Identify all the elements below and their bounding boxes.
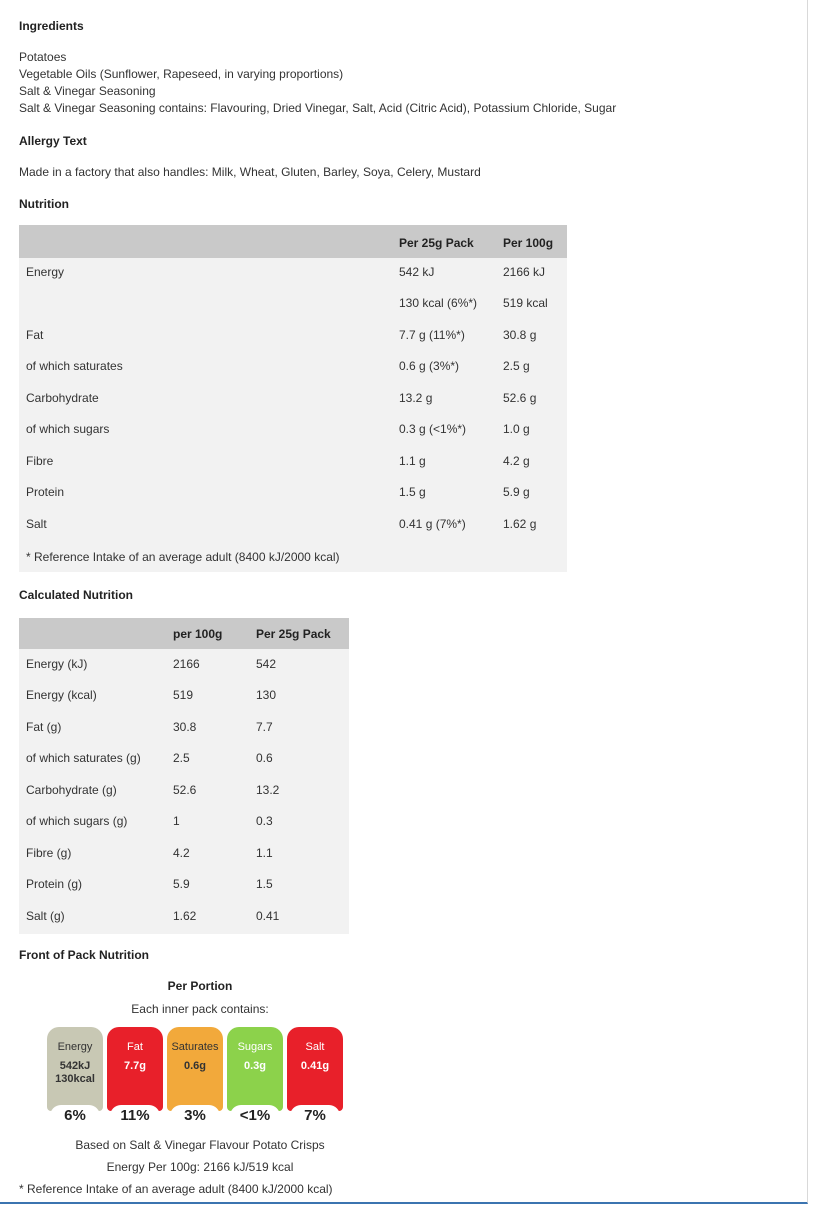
per-pack-value: 0.3 xyxy=(256,814,273,828)
table-row xyxy=(19,869,349,900)
nutrient-label: Fibre xyxy=(26,454,54,468)
nutrient-name: Saturates xyxy=(171,1041,219,1053)
nutrient-label: of which sugars (g) xyxy=(26,814,128,828)
per-100g-value: 1 xyxy=(173,814,180,828)
nutrition-table xyxy=(19,225,567,572)
table-row xyxy=(19,447,567,478)
traffic-light-energy xyxy=(47,1027,103,1130)
per-100g-value: 1.62 g xyxy=(503,517,537,531)
table-row xyxy=(19,289,567,320)
reference-intake-percent: 7% xyxy=(290,1105,340,1127)
nutrient-name: Sugars xyxy=(237,1041,273,1053)
table-row xyxy=(19,901,349,932)
per-pack-value: 0.41 xyxy=(256,909,280,923)
nutrition-heading: Nutrition xyxy=(19,197,69,211)
per-100g-value: 2166 kJ xyxy=(503,265,546,279)
reference-intake-footnote: * Reference Intake of an average adult (8400 kJ/2000 kcal) xyxy=(26,550,340,564)
traffic-light-swatch xyxy=(287,1027,343,1111)
nutrient-amount: 7.7g xyxy=(123,1060,146,1072)
nutrient-label: Energy (kJ) xyxy=(26,657,88,671)
column-header: per 100g xyxy=(173,627,223,641)
table-row xyxy=(19,321,567,352)
per-pack-value: 0.6 g (3%*) xyxy=(399,359,460,373)
allergy-text: Made in a factory that also handles: Milk, Wheat, Gluten, Barley, Soya, Celery, Mustard xyxy=(19,165,481,179)
nutrient-amount: 0.41g xyxy=(300,1060,330,1072)
per-portion-title: Per Portion xyxy=(167,979,233,993)
reference-intake-percent: 3% xyxy=(170,1105,220,1127)
nutrient-label: of which saturates xyxy=(26,359,123,373)
per-pack-value: 1.1 xyxy=(256,846,273,860)
per-100g-value: 519 xyxy=(173,688,194,702)
ingredient-line: Salt & Vinegar Seasoning xyxy=(19,84,156,98)
nutrient-label: Salt xyxy=(26,517,47,531)
per-pack-value: 542 kJ xyxy=(399,265,435,279)
column-header: Per 25g Pack xyxy=(399,236,474,250)
table-row xyxy=(19,743,349,774)
reference-intake-percent: 6% xyxy=(50,1105,100,1127)
table-row xyxy=(19,352,567,383)
per-100g-value: 5.9 xyxy=(173,877,190,891)
nutrient-label: of which saturates (g) xyxy=(26,751,141,765)
nutrient-amount: 0.3g xyxy=(243,1060,266,1072)
per-pack-value: 7.7 xyxy=(256,720,273,734)
nutrient-label: Fibre (g) xyxy=(26,846,72,860)
nutrient-label: Salt (g) xyxy=(26,909,65,923)
nutrient-label: Carbohydrate xyxy=(26,391,99,405)
per-pack-value: 7.7 g (11%*) xyxy=(399,328,465,342)
per-pack-value: 0.3 g (<1%*) xyxy=(399,422,467,436)
per-100g-value: 1.62 xyxy=(173,909,197,923)
per-100g-value: 4.2 g xyxy=(503,454,530,468)
table-header xyxy=(19,618,349,649)
traffic-light-swatch xyxy=(107,1027,163,1111)
reference-intake-percent: <1% xyxy=(230,1105,280,1127)
per-pack-value: 1.5 g xyxy=(399,485,426,499)
allergy-heading: Allergy Text xyxy=(19,134,87,148)
nutrient-label: Protein (g) xyxy=(26,877,83,891)
traffic-light-swatch xyxy=(227,1027,283,1111)
traffic-light-swatch xyxy=(47,1027,103,1111)
table-row xyxy=(19,384,567,415)
table-row xyxy=(19,806,349,837)
nutrient-name: Salt xyxy=(305,1041,325,1053)
traffic-light-saturates xyxy=(167,1027,223,1130)
traffic-light-salt xyxy=(287,1027,343,1130)
per-100g-value: 4.2 xyxy=(173,846,190,860)
nutrient-label: Energy xyxy=(26,265,65,279)
ingredients-list xyxy=(19,49,616,117)
per-pack-value: 130 xyxy=(256,688,277,702)
table-row xyxy=(19,510,567,541)
calculated-nutrition-heading: Calculated Nutrition xyxy=(19,588,134,602)
based-on-text: Based on Salt & Vinegar Flavour Potato Crisps xyxy=(75,1138,325,1152)
nutrient-label: Fat (g) xyxy=(26,720,62,734)
nutrient-label: Protein xyxy=(26,485,65,499)
calculated-nutrition-table xyxy=(19,618,349,934)
table-row xyxy=(19,838,349,869)
table-row xyxy=(19,775,349,806)
per-100g-value: 30.8 xyxy=(173,720,197,734)
nutrient-label: of which sugars xyxy=(26,422,110,436)
per-pack-value: 130 kcal (6%*) xyxy=(399,296,478,310)
table-row xyxy=(19,712,349,743)
nutrient-amount: 542kJ 130kcal xyxy=(55,1060,95,1085)
fop-footnote: * Reference Intake of an average adult (8400 kJ/2000 kcal) xyxy=(19,1182,333,1196)
table-header xyxy=(19,225,567,258)
nutrient-name: Fat xyxy=(127,1041,143,1053)
traffic-light-sugars xyxy=(227,1027,283,1130)
per-100g-value: 519 kcal xyxy=(503,296,548,310)
per-100g-value: 5.9 g xyxy=(503,485,530,499)
per-100g-value: 30.8 g xyxy=(503,328,537,342)
traffic-light-fat xyxy=(107,1027,163,1130)
nutrient-name: Energy xyxy=(57,1041,93,1053)
table-row xyxy=(19,680,349,711)
table-row xyxy=(19,415,567,446)
per-pack-value: 13.2 xyxy=(256,783,280,797)
table-row xyxy=(19,649,349,680)
table-row xyxy=(19,258,567,289)
per-pack-value: 13.2 g xyxy=(399,391,433,405)
ingredient-line: Salt & Vinegar Seasoning contains: Flavouring, Dried Vinegar, Salt, Acid (Citric Acid), Potassium Chloride, Sugar xyxy=(19,101,617,115)
column-header: Per 25g Pack xyxy=(256,627,331,641)
traffic-light-swatch xyxy=(167,1027,223,1111)
per-pack-value: 1.5 xyxy=(256,877,273,891)
per-pack-value: 542 xyxy=(256,657,277,671)
per-100g-value: 1.0 g xyxy=(503,422,530,436)
nutrient-label: Carbohydrate (g) xyxy=(26,783,117,797)
per-100g-value: 52.6 g xyxy=(503,391,537,405)
each-pack-text: Each inner pack contains: xyxy=(131,1002,269,1016)
ingredient-line: Potatoes xyxy=(19,50,67,64)
per-100g-value: 2.5 xyxy=(173,751,190,765)
per-100g-value: 52.6 xyxy=(173,783,197,797)
per-pack-value: 0.41 g (7%*) xyxy=(399,517,466,531)
table-row xyxy=(19,478,567,509)
reference-intake-percent: 11% xyxy=(110,1105,160,1127)
per-100g-value: 2.5 g xyxy=(503,359,530,373)
nutrient-amount: 0.6g xyxy=(183,1060,206,1072)
ingredients-heading: Ingredients xyxy=(19,19,84,33)
per-pack-value: 1.1 g xyxy=(399,454,426,468)
nutrient-label: Fat xyxy=(26,328,44,342)
per-100g-value: 2166 xyxy=(173,657,200,671)
per-pack-value: 0.6 xyxy=(256,751,273,765)
front-of-pack-heading: Front of Pack Nutrition xyxy=(19,948,149,962)
nutrient-label: Energy (kcal) xyxy=(26,688,97,702)
column-header: Per 100g xyxy=(503,236,554,250)
ingredient-line: Vegetable Oils (Sunflower, Rapeseed, in varying proportions) xyxy=(19,67,344,81)
energy-per-100g-text: Energy Per 100g: 2166 kJ/519 kcal xyxy=(106,1160,294,1174)
